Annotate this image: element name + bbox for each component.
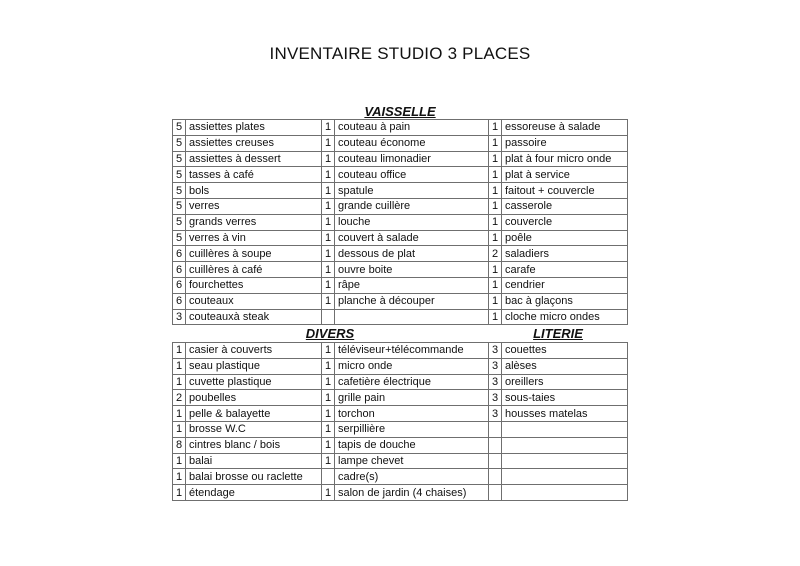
quantity-cell: 1: [489, 167, 502, 183]
quantity-cell: [322, 309, 335, 325]
quantity-cell: 1: [489, 293, 502, 309]
quantity-cell: 1: [322, 246, 335, 262]
quantity-cell: 1: [489, 277, 502, 293]
quantity-cell: 5: [173, 120, 186, 136]
quantity-cell: 1: [173, 469, 186, 485]
vaisselle-row: [173, 230, 628, 246]
quantity-cell: 2: [489, 246, 502, 262]
item-cell: verres: [186, 198, 322, 214]
quantity-cell: 1: [322, 453, 335, 469]
quantity-cell: 1: [173, 485, 186, 501]
quantity-cell: 1: [489, 135, 502, 151]
vaisselle-table: [172, 119, 628, 325]
item-cell: couteau office: [335, 167, 489, 183]
quantity-cell: 1: [489, 262, 502, 278]
item-cell: couteaux: [186, 293, 322, 309]
quantity-cell: 1: [322, 120, 335, 136]
quantity-cell: 1: [322, 135, 335, 151]
quantity-cell: 1: [322, 485, 335, 501]
quantity-cell: 5: [173, 198, 186, 214]
item-cell: oreillers: [502, 374, 628, 390]
quantity-cell: 5: [173, 183, 186, 199]
divers-literie-row: [173, 374, 628, 390]
item-cell: saladiers: [502, 246, 628, 262]
item-cell: couteauxà steak: [186, 309, 322, 325]
item-cell: planche à découper: [335, 293, 489, 309]
divers-literie-row: [173, 469, 628, 485]
item-cell: cendrier: [502, 277, 628, 293]
quantity-cell: 1: [489, 309, 502, 325]
quantity-cell: 1: [322, 183, 335, 199]
item-cell: louche: [335, 214, 489, 230]
quantity-cell: 3: [489, 406, 502, 422]
quantity-cell: 1: [322, 167, 335, 183]
item-cell: grille pain: [335, 390, 489, 406]
item-cell: grands verres: [186, 214, 322, 230]
divers-literie-row: [173, 421, 628, 437]
quantity-cell: 2: [173, 390, 186, 406]
quantity-cell: 1: [173, 406, 186, 422]
vaisselle-row: [173, 214, 628, 230]
quantity-cell: 6: [173, 262, 186, 278]
item-cell: lampe chevet: [335, 453, 489, 469]
item-cell: tasses à café: [186, 167, 322, 183]
quantity-cell: 1: [322, 343, 335, 359]
item-cell: torchon: [335, 406, 489, 422]
quantity-cell: 1: [322, 437, 335, 453]
item-cell: cadre(s): [335, 469, 489, 485]
quantity-cell: 1: [489, 183, 502, 199]
quantity-cell: 6: [173, 277, 186, 293]
item-cell: cafetière électrique: [335, 374, 489, 390]
item-cell: bols: [186, 183, 322, 199]
item-cell: [502, 421, 628, 437]
quantity-cell: 1: [489, 198, 502, 214]
item-cell: tapis de douche: [335, 437, 489, 453]
item-cell: couvert à salade: [335, 230, 489, 246]
item-cell: fourchettes: [186, 277, 322, 293]
quantity-cell: [489, 437, 502, 453]
item-cell: couteau limonadier: [335, 151, 489, 167]
quantity-cell: 5: [173, 151, 186, 167]
vaisselle-row: [173, 151, 628, 167]
quantity-cell: 1: [322, 358, 335, 374]
item-cell: faitout + couvercle: [502, 183, 628, 199]
item-cell: housses matelas: [502, 406, 628, 422]
item-cell: spatule: [335, 183, 489, 199]
divers-literie-row: [173, 406, 628, 422]
item-cell: casserole: [502, 198, 628, 214]
item-cell: cuillères à café: [186, 262, 322, 278]
divers-literie-row: [173, 453, 628, 469]
item-cell: [335, 309, 489, 325]
divers-literie-row: [173, 390, 628, 406]
quantity-cell: 1: [489, 230, 502, 246]
item-cell: cintres blanc / bois: [186, 437, 322, 453]
quantity-cell: 1: [322, 151, 335, 167]
quantity-cell: 1: [173, 421, 186, 437]
quantity-cell: 3: [489, 358, 502, 374]
quantity-cell: 3: [173, 309, 186, 325]
item-cell: ouvre boite: [335, 262, 489, 278]
quantity-cell: 6: [173, 293, 186, 309]
item-cell: couteau économe: [335, 135, 489, 151]
item-cell: micro onde: [335, 358, 489, 374]
item-cell: passoire: [502, 135, 628, 151]
quantity-cell: 1: [322, 293, 335, 309]
item-cell: sous-taies: [502, 390, 628, 406]
item-cell: seau plastique: [186, 358, 322, 374]
quantity-cell: [489, 453, 502, 469]
item-cell: essoreuse à salade: [502, 120, 628, 136]
item-cell: râpe: [335, 277, 489, 293]
item-cell: dessous de plat: [335, 246, 489, 262]
divers-literie-row: [173, 485, 628, 501]
item-cell: plat à service: [502, 167, 628, 183]
quantity-cell: 1: [322, 421, 335, 437]
item-cell: carafe: [502, 262, 628, 278]
item-cell: couteau à pain: [335, 120, 489, 136]
quantity-cell: 1: [322, 214, 335, 230]
vaisselle-row: [173, 198, 628, 214]
quantity-cell: 1: [173, 343, 186, 359]
vaisselle-row: [173, 309, 628, 325]
quantity-cell: [489, 421, 502, 437]
item-cell: téléviseur+télécommande: [335, 343, 489, 359]
item-cell: grande cuillère: [335, 198, 489, 214]
item-cell: balai brosse ou raclette: [186, 469, 322, 485]
vaisselle-row: [173, 120, 628, 136]
item-cell: poêle: [502, 230, 628, 246]
quantity-cell: 1: [489, 151, 502, 167]
item-cell: cuillères à soupe: [186, 246, 322, 262]
item-cell: verres à vin: [186, 230, 322, 246]
quantity-cell: 1: [322, 374, 335, 390]
vaisselle-row: [173, 183, 628, 199]
item-cell: étendage: [186, 485, 322, 501]
quantity-cell: 1: [173, 453, 186, 469]
quantity-cell: [489, 485, 502, 501]
item-cell: assiettes à dessert: [186, 151, 322, 167]
quantity-cell: 6: [173, 246, 186, 262]
item-cell: bac à glaçons: [502, 293, 628, 309]
quantity-cell: 1: [322, 277, 335, 293]
quantity-cell: [489, 469, 502, 485]
quantity-cell: 1: [322, 198, 335, 214]
section-heading-literie: LITERIE: [533, 326, 583, 341]
quantity-cell: 3: [489, 343, 502, 359]
quantity-cell: 1: [489, 120, 502, 136]
quantity-cell: 3: [489, 374, 502, 390]
quantity-cell: 1: [322, 406, 335, 422]
quantity-cell: 1: [173, 374, 186, 390]
divers-literie-table-body: [173, 343, 628, 501]
vaisselle-row: [173, 262, 628, 278]
item-cell: [502, 437, 628, 453]
quantity-cell: 1: [489, 214, 502, 230]
page-title: INVENTAIRE STUDIO 3 PLACES: [269, 44, 531, 63]
item-cell: salon de jardin (4 chaises): [335, 485, 489, 501]
quantity-cell: 1: [322, 230, 335, 246]
item-cell: cuvette plastique: [186, 374, 322, 390]
vaisselle-row: [173, 246, 628, 262]
quantity-cell: 1: [173, 358, 186, 374]
vaisselle-table-body: [173, 120, 628, 325]
quantity-cell: 1: [322, 390, 335, 406]
item-cell: [502, 453, 628, 469]
section-heading-divers: DIVERS: [305, 326, 355, 341]
item-cell: couettes: [502, 343, 628, 359]
divers-literie-table: [172, 342, 628, 501]
quantity-cell: 5: [173, 135, 186, 151]
divers-literie-row: [173, 437, 628, 453]
divers-literie-row: [173, 343, 628, 359]
item-cell: plat à four micro onde: [502, 151, 628, 167]
item-cell: assiettes plates: [186, 120, 322, 136]
section-heading-vaisselle: VAISSELLE: [364, 104, 436, 119]
quantity-cell: 3: [489, 390, 502, 406]
item-cell: couvercle: [502, 214, 628, 230]
item-cell: [502, 469, 628, 485]
quantity-cell: 8: [173, 437, 186, 453]
quantity-cell: 1: [322, 262, 335, 278]
item-cell: casier à couverts: [186, 343, 322, 359]
item-cell: assiettes creuses: [186, 135, 322, 151]
quantity-cell: [322, 469, 335, 485]
item-cell: serpillière: [335, 421, 489, 437]
item-cell: balai: [186, 453, 322, 469]
quantity-cell: 5: [173, 167, 186, 183]
vaisselle-row: [173, 293, 628, 309]
item-cell: brosse W.C: [186, 421, 322, 437]
item-cell: [502, 485, 628, 501]
divers-literie-row: [173, 358, 628, 374]
item-cell: alèses: [502, 358, 628, 374]
vaisselle-row: [173, 167, 628, 183]
quantity-cell: 5: [173, 230, 186, 246]
item-cell: cloche micro ondes: [502, 309, 628, 325]
item-cell: poubelles: [186, 390, 322, 406]
item-cell: pelle & balayette: [186, 406, 322, 422]
quantity-cell: 5: [173, 214, 186, 230]
vaisselle-row: [173, 135, 628, 151]
vaisselle-row: [173, 277, 628, 293]
